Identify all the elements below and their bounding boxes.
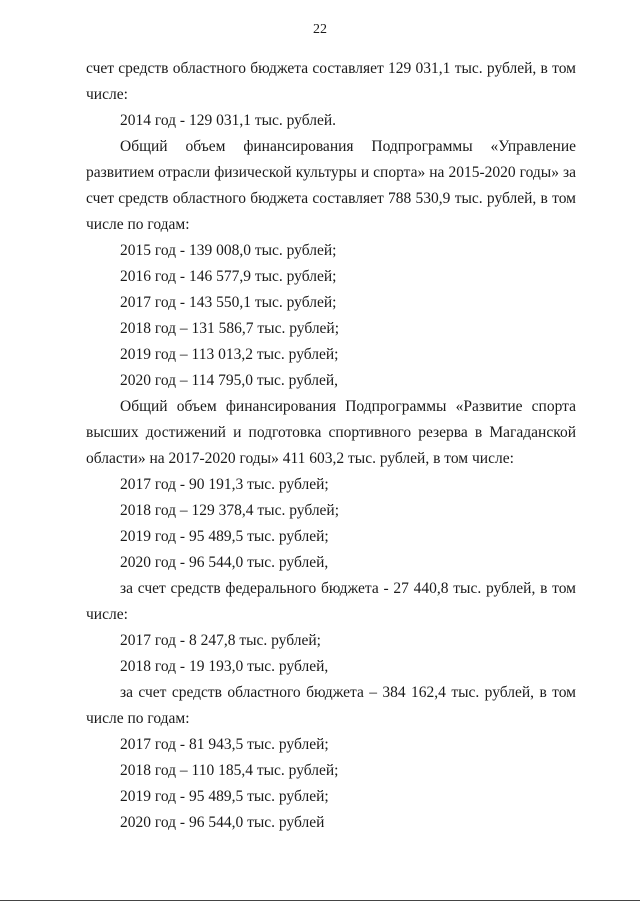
- funding-year-item: 2019 год - 95 489,5 тыс. рублей;: [120, 528, 329, 545]
- funding-year-item: 2019 год - 95 489,5 тыс. рублей;: [120, 788, 329, 805]
- page-bottom-edge: [0, 900, 640, 901]
- text-line: развитием отрасли физической культуры и спорта» на 2015-2020 годы» за: [86, 164, 576, 181]
- text-line: числе по годам:: [86, 710, 190, 727]
- funding-year-item: 2020 год - 96 544,0 тыс. рублей: [120, 814, 325, 831]
- paragraph-start: за счет средств областного бюджета – 384 162,4 тыс. рублей, в том: [120, 684, 576, 701]
- paragraph-start: Общий объем финансирования Подпрограммы «Управление: [120, 138, 576, 155]
- funding-year-item: 2020 год - 96 544,0 тыс. рублей,: [120, 554, 329, 571]
- document-body: [86, 56, 576, 836]
- funding-year-item: 2015 год - 139 008,0 тыс. рублей;: [120, 242, 337, 259]
- funding-year-item: 2020 год – 114 795,0 тыс. рублей,: [120, 372, 339, 389]
- funding-year-item: 2017 год - 143 550,1 тыс. рублей;: [120, 294, 337, 311]
- funding-year-item: 2018 год – 129 378,4 тыс. рублей;: [120, 502, 340, 519]
- text-line: области» на 2017-2020 годы» 411 603,2 тыс. рублей, в том числе:: [86, 450, 514, 467]
- funding-year-item: 2019 год – 113 013,2 тыс. рублей;: [120, 346, 339, 363]
- text-line: числе по годам:: [86, 216, 190, 233]
- text-line: высших достижений и подготовка спортивного резерва в Магаданской: [86, 424, 576, 441]
- text-line: числе:: [86, 86, 128, 103]
- paragraph-start: Общий объем финансирования Подпрограммы «Развитие спорта: [120, 398, 576, 415]
- text-line: числе:: [86, 606, 128, 623]
- funding-year-item: 2018 год – 131 586,7 тыс. рублей;: [120, 320, 340, 337]
- text-line: счет средств областного бюджета составляет 129 031,1 тыс. рублей, в том: [86, 60, 576, 77]
- paragraph-start: за счет средств федерального бюджета - 27 440,8 тыс. рублей, в том: [120, 580, 576, 597]
- funding-year-item: 2017 год - 90 191,3 тыс. рублей;: [120, 476, 329, 493]
- funding-year-item: 2014 год - 129 031,1 тыс. рублей.: [120, 112, 337, 129]
- funding-year-item: 2017 год - 81 943,5 тыс. рублей;: [120, 736, 329, 753]
- funding-year-item: 2016 год - 146 577,9 тыс. рублей;: [120, 268, 337, 285]
- funding-year-item: 2018 год - 19 193,0 тыс. рублей,: [120, 658, 329, 675]
- text-line: счет средств областного бюджета составляет 788 530,9 тыс. рублей, в том: [86, 190, 576, 207]
- page-number: 22: [313, 22, 327, 37]
- funding-year-item: 2017 год - 8 247,8 тыс. рублей;: [120, 632, 321, 649]
- funding-year-item: 2018 год – 110 185,4 тыс. рублей;: [120, 762, 339, 779]
